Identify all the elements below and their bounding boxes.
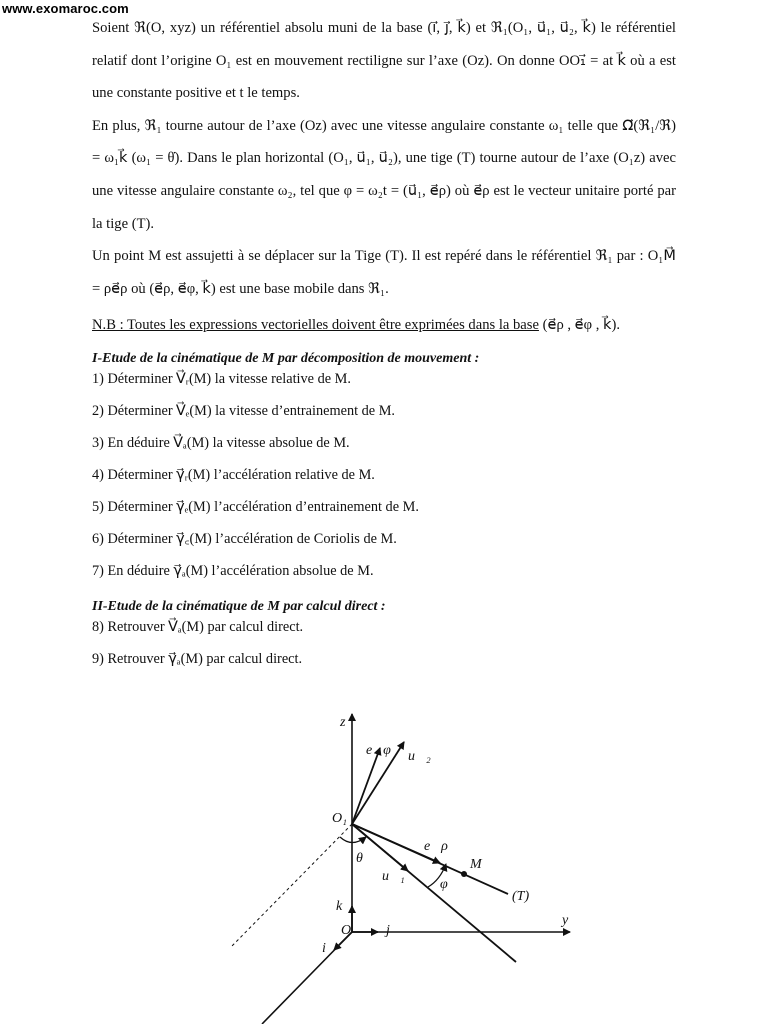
section-1-title: I-Etude de la cinématique de M par décomposition de mouvement : — [92, 351, 480, 367]
intro-paragraph-2: En plus, ℜ₁ tourne autour de l’axe (Oz) avec une vitesse angulaire constante ω₁ telle que Ω⃗(ℜ₁/ℜ) = ω₁k⃗ (ω₁ = θ̇). Dans le plan horizontal (O₁, u⃗₁, u⃗₂), une tige (T) tourne autour de l’axe (O₁z) avec une vitesse angulaire constante ω₂, tel que φ = ω₂t = (u⃗₁, e⃗ρ) où e⃗ρ est le vecteur unitaire porté par la tige (T). — [92, 117, 676, 232]
label-phi: φ — [440, 877, 448, 892]
label-j: j⃗ — [386, 923, 401, 938]
label-O1: O₁ — [332, 811, 347, 826]
section-1-questions — [92, 369, 676, 593]
question-5: 5) Déterminer γ⃗ₑ(M) l’accélération d’entrainement de M. — [92, 499, 419, 516]
section-2-title: II-Etude de la cinématique de M par calcul direct : — [92, 599, 386, 615]
question-4: 4) Déterminer γ⃗ᵣ(M) l’accélération relative de M. — [92, 467, 375, 484]
question-7: 7) En déduire γ⃗ₐ(M) l’accélération absolue de M. — [92, 563, 374, 580]
label-y: y — [562, 913, 569, 928]
nb-note — [92, 315, 676, 335]
exercise-text — [92, 12, 676, 681]
label-u1: u⃗₁ — [382, 869, 405, 884]
question-2: 2) Déterminer V⃗ₑ(M) la vitesse d’entrainement de M. — [92, 403, 395, 420]
kinematics-diagram — [0, 700, 768, 1024]
label-u2: u⃗₂ — [408, 749, 431, 764]
question-9: 9) Retrouver γ⃗ₐ(M) par calcul direct. — [92, 651, 303, 668]
point-M — [461, 871, 467, 877]
label-O: O — [341, 923, 352, 938]
label-z: z — [340, 715, 346, 730]
site-watermark: www.exomaroc.com — [2, 1, 129, 16]
label-k: k⃗ — [336, 899, 354, 914]
question-8: 8) Retrouver V⃗ₐ(M) par calcul direct. — [92, 619, 304, 636]
label-e-phi: e⃗φ — [366, 743, 391, 758]
label-e-rho: e⃗ρ — [424, 839, 448, 854]
question-3: 3) En déduire V⃗ₐ(M) la vitesse absolue de M. — [92, 435, 350, 452]
label-M: M — [470, 857, 482, 872]
nb-note-text: N.B : Toutes les expressions vectorielles doivent être exprimées dans la base — [92, 317, 539, 334]
theta-arc — [340, 837, 366, 843]
label-T: (T) — [512, 889, 530, 904]
question-1: 1) Déterminer V⃗ᵣ(M) la vitesse relative de M. — [92, 371, 351, 388]
label-i: i⃗ — [322, 941, 337, 956]
dashed-projection-line — [230, 824, 352, 948]
intro-paragraph-3: Un point M est assujetti à se déplacer sur la Tige (T). Il est repéré dans le référentiel ℜ₁ par : O₁M⃗ = ρe⃗ρ où (e⃗ρ, e⃗φ, k⃗) est une base mobile dans ℜ₁. — [92, 248, 676, 297]
intro-paragraph-1: Soient ℜ(O, xyz) un référentiel absolu muni de la base (i⃗, j⃗, k⃗) et ℜ₁(O₁, u⃗₁, u⃗₂, k⃗) le référentiel relatif dont l’origine O₁ est en mouvement rectiligne sur l’axe (Oz). On donne OO₁⃗ = at k⃗ où a est une constante positive et t le temps. — [92, 20, 676, 102]
nb-note-basis: (e⃗ρ , e⃗φ , k⃗). — [538, 317, 620, 334]
question-6: 6) Déterminer γ⃗꜀(M) l’accélération de Coriolis de M. — [92, 531, 397, 548]
label-theta: θ — [356, 851, 363, 866]
section-2-questions — [92, 617, 676, 681]
